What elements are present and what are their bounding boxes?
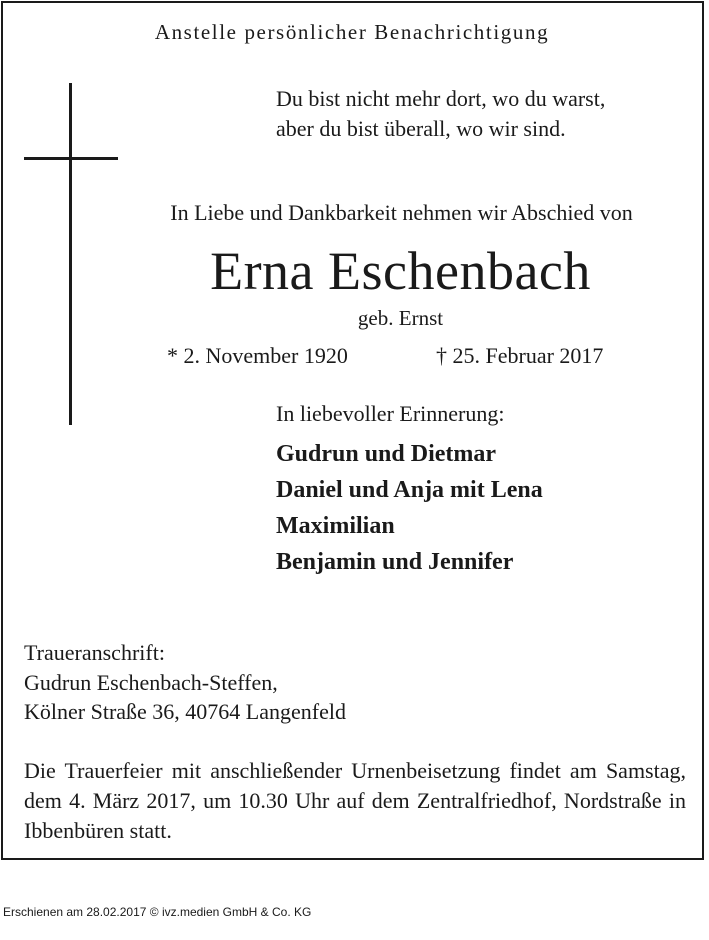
notice-header: Anstelle persönlicher Benachrichtigung <box>154 20 550 44</box>
mourner-name: Gudrun und Dietmar <box>276 441 497 467</box>
maiden-name: geb. Ernst <box>357 306 444 330</box>
memory-label: In liebevoller Erinnerung: <box>276 401 505 426</box>
ceremony-info: Die Trauerfeier mit anschließender Urnenbeisetzung findet am Samstag, dem 4. März 2017, um 10.30 Uhr auf dem Zentralfriedhof, Nordstraße in Ibbenbüren statt. <box>24 758 686 843</box>
death-date: † 25. Februar 2017 <box>436 343 604 368</box>
address-label: Traueranschrift: <box>24 640 165 665</box>
address-street: Kölner Straße 36, 40764 Langenfeld <box>24 699 346 724</box>
mourner-name: Maximilian <box>276 513 395 539</box>
quote-line: aber du bist überall, wo wir sind. <box>276 116 566 141</box>
mourners-list <box>276 436 543 580</box>
mourner-name: Benjamin und Jennifer <box>276 549 514 575</box>
deceased-name: Erna Eschenbach <box>210 241 591 301</box>
cross-horizontal-bar <box>24 157 118 160</box>
farewell-intro: In Liebe und Dankbarkeit nehmen wir Abschied von <box>170 200 633 225</box>
mourner-name: Daniel und Anja mit Lena <box>276 477 543 503</box>
address-recipient: Gudrun Eschenbach-Steffen, <box>24 669 278 695</box>
mourning-address <box>24 638 346 727</box>
quote <box>276 84 605 144</box>
publication-footer: Erschienen am 28.02.2017 © ivz.medien GmbH & Co. KG <box>3 905 312 919</box>
quote-line: Du bist nicht mehr dort, wo du warst, <box>276 86 606 111</box>
birth-date: * 2. November 1920 <box>167 343 348 368</box>
